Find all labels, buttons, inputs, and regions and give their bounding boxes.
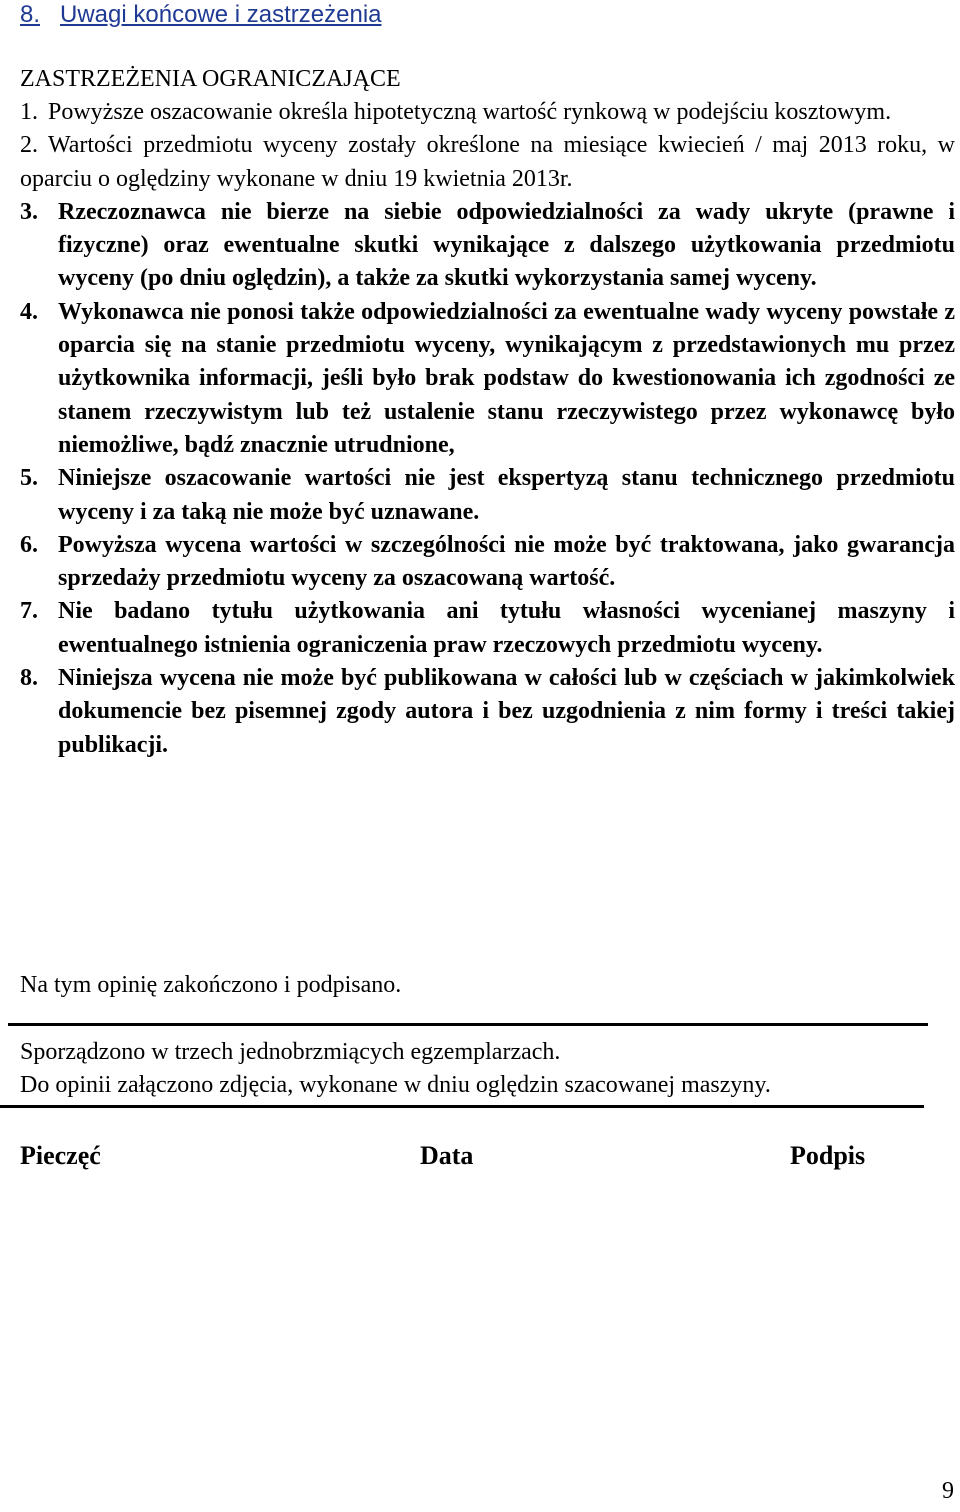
- list-item-number: 2.: [20, 132, 38, 159]
- signature-stamp-label: Pieczęć: [20, 1141, 101, 1170]
- list-item-number: 8.: [20, 665, 38, 692]
- list-item: [20, 196, 955, 296]
- divider-bottom: [0, 1105, 924, 1108]
- note-attachments: Do opinii załączono zdjęcia, wykonane w dniu oględzin szacowanej maszyny.: [20, 1072, 771, 1098]
- list-item: [20, 96, 955, 129]
- list-item-text: Nie badano tytułu użytkowania ani tytułu własności wycenianej maszyny i ewentualnego istnienia ograniczenia praw rzeczowych przedmiotu wyceny.: [58, 598, 955, 658]
- list-item: [20, 296, 955, 462]
- list-item-number: 5.: [20, 465, 38, 492]
- page-number: 9: [942, 1478, 954, 1504]
- signature-sign-label: Podpis: [790, 1141, 866, 1170]
- signature-date-label: Data: [420, 1141, 474, 1170]
- list-item: [20, 595, 955, 662]
- list-item-number: 4.: [20, 298, 38, 325]
- list-item: [20, 129, 955, 196]
- restrictions-list: [20, 96, 955, 762]
- list-item-text: Wykonawca nie ponosi także odpowiedzialności za ewentualne wady wyceny powstałe z oparcia się na stanie przedmiotu wyceny, wynikającym z przedstawionych mu przez użytkownika informacji, jeśli było brak podstaw do kwestionowania ich zgodności ze stanem rzeczywistym lub też ustalenie stanu rzeczywistego przez wykonawcę było niemożliwe, bądź znacznie utrudnione,: [58, 298, 955, 458]
- divider-top: [8, 1023, 928, 1026]
- list-item-text: Powyższe oszacowanie określa hipotetyczną wartość rynkową w podejściu kosztowym.: [48, 99, 892, 125]
- list-item-number: 7.: [20, 598, 38, 625]
- list-item-number: 1.: [20, 99, 38, 125]
- list-item-text: Niniejsza wycena nie może być publikowana w całości lub w częściach w jakimkolwiek dokumencie bez pisemnej zgody autora i bez uzgodnienia z nim formy i treści takiej publikacji.: [58, 665, 955, 758]
- list-item-number: 3.: [20, 198, 38, 225]
- list-item: [20, 529, 955, 596]
- closing-statement: Na tym opinię zakończono i podpisano.: [20, 972, 402, 998]
- notes: [20, 1036, 771, 1102]
- list-item-text: Wartości przedmiotu wyceny zostały określone na miesiące kwiecień / maj 2013 roku, w oparciu o oględziny wykonane w dniu 19 kwietnia 2013r.: [20, 132, 955, 192]
- list-item-number: 6.: [20, 531, 38, 558]
- section-title: Uwagi końcowe i zastrzeżenia: [60, 1, 382, 28]
- note-copies: Sporządzono w trzech jednobrzmiących egzemplarzach.: [20, 1039, 561, 1065]
- list-item-text: Niniejsze oszacowanie wartości nie jest ekspertyzą stanu technicznego przedmiotu wyceny i za taką nie może być uznawane.: [58, 465, 955, 525]
- list-item: [20, 462, 955, 529]
- section-heading: [20, 0, 382, 32]
- subheading: ZASTRZEŻENIA OGRANICZAJĄCE: [20, 66, 401, 92]
- list-item-text: Powyższa wycena wartości w szczególności nie może być traktowana, jako gwarancja sprzedaży przedmiotu wyceny za oszacowaną wartość.: [58, 531, 955, 592]
- list-item: [20, 662, 955, 762]
- list-item-text: Rzeczoznawca nie bierze na siebie odpowiedzialności za wady ukryte (prawne i fizyczne) oraz ewentualne skutki wynikające z dalszego użytkowania przedmiotu wyceny (po dniu oględzin), a także za skutki wykorzystania samej wyceny.: [58, 198, 955, 292]
- section-number: 8.: [20, 1, 41, 28]
